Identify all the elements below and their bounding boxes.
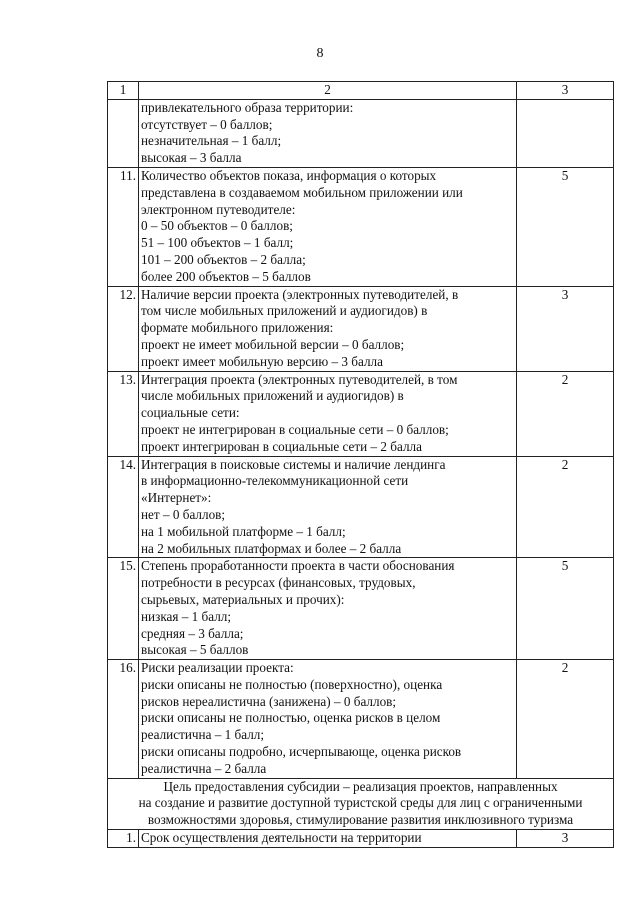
criterion-text <box>139 286 517 371</box>
criterion-line: числе мобильных приложений и аудиогидов) в <box>141 388 404 404</box>
subsidy-goal <box>108 778 614 829</box>
criterion-line: представлена в создаваемом мобильном приложении или <box>141 184 463 200</box>
criterion-line: средняя – 3 балла; <box>141 625 244 641</box>
criterion-line: в информационно-телекоммуникационной сети <box>141 473 409 489</box>
criterion-line: риски описаны подробно, исчерпывающе, оценка рисков <box>141 744 462 760</box>
criterion-line: отсутствует – 0 баллов; <box>141 116 273 132</box>
max-score: 2 <box>517 371 614 456</box>
criterion-line: Наличие версии проекта (электронных путеводителей, в <box>141 286 459 302</box>
goal-line: на создание и развитие доступной туристской среды для лиц с ограниченными <box>138 795 583 811</box>
criterion-line: «Интернет»: <box>141 490 212 506</box>
criterion-text <box>139 99 517 167</box>
criterion-line: реалистична – 2 балла <box>141 760 267 776</box>
table-row <box>108 456 614 558</box>
goal-row <box>108 778 614 829</box>
criterion-text <box>139 371 517 456</box>
criterion-line: проект имеет мобильную версию – 3 балла <box>141 353 383 369</box>
table-row <box>108 660 614 779</box>
criterion-line: формате мобильного приложения: <box>141 320 334 336</box>
table-row <box>108 830 614 848</box>
criterion-line: Количество объектов показа, информация о которых <box>141 167 437 183</box>
criterion-line: Интеграция в поисковые системы и наличие лендинга <box>141 456 446 472</box>
criterion-line: незначительная – 1 балл; <box>141 133 282 149</box>
max-score: 2 <box>517 660 614 779</box>
row-number: 1. <box>108 830 139 848</box>
criterion-line: 51 – 100 объектов – 1 балл; <box>141 235 294 251</box>
table-row <box>108 286 614 371</box>
criterion-text <box>139 456 517 558</box>
max-score: 5 <box>517 167 614 286</box>
criterion-line: электронном путеводителе: <box>141 201 296 217</box>
criterion-line: риски описаны не полностью (поверхностно), оценка <box>141 676 443 692</box>
criterion-line: риски описаны не полностью, оценка рисков в целом <box>141 710 441 726</box>
row-number: 16. <box>108 660 139 779</box>
criterion-line: том числе мобильных приложений и аудиогидов) в <box>141 303 428 319</box>
max-score: 3 <box>517 830 614 848</box>
goal-line: Цель предоставления субсидии – реализация проектов, направленных <box>163 778 558 794</box>
criterion-line: сырьевых, материальных и прочих): <box>141 591 345 607</box>
criterion-line: нет – 0 баллов; <box>141 506 226 522</box>
criteria-table <box>107 81 614 848</box>
table-row <box>108 558 614 660</box>
max-score: 5 <box>517 558 614 660</box>
table-row <box>108 371 614 456</box>
max-score <box>517 99 614 167</box>
criterion-line: Риски реализации проекта: <box>141 660 294 676</box>
criterion-line: привлекательного образа территории: <box>141 99 354 115</box>
criterion-line: низкая – 1 балл; <box>141 608 232 624</box>
row-number: 11. <box>108 167 139 286</box>
criterion-line: на 1 мобильной платформе – 1 балл; <box>141 523 346 539</box>
criterion-text <box>139 830 517 848</box>
row-number: 12. <box>108 286 139 371</box>
row-number: 14. <box>108 456 139 558</box>
criterion-line: Срок осуществления деятельности на территории <box>141 830 422 846</box>
criterion-line: социальные сети: <box>141 405 240 421</box>
criterion-line: на 2 мобильных платформах и более – 2 балла <box>141 540 402 556</box>
criterion-line: проект не имеет мобильной версии – 0 баллов; <box>141 336 405 352</box>
header-col-1: 1 <box>108 82 139 100</box>
criterion-text <box>139 167 517 286</box>
max-score: 3 <box>517 286 614 371</box>
table-row <box>108 167 614 286</box>
criterion-line: проект интегрирован в социальные сети – 2 балла <box>141 438 422 454</box>
criterion-line: реалистична – 1 балл; <box>141 727 265 743</box>
criterion-line: Степень проработанности проекта в части обоснования <box>141 558 455 574</box>
header-col-2: 2 <box>139 82 517 100</box>
goal-line: возможностями здоровья, стимулирование развития инклюзивного туризма <box>147 812 574 828</box>
criterion-text <box>139 558 517 660</box>
row-number <box>108 99 139 167</box>
criterion-text <box>139 660 517 779</box>
header-col-3: 3 <box>517 82 614 100</box>
criterion-line: более 200 объектов – 5 баллов <box>141 268 311 284</box>
table-row <box>108 99 614 167</box>
criterion-line: рисков нереалистична (занижена) – 0 баллов; <box>141 693 397 709</box>
max-score: 2 <box>517 456 614 558</box>
table-header-row <box>108 82 614 100</box>
criterion-line: 0 – 50 объектов – 0 баллов; <box>141 218 293 234</box>
page-number: 8 <box>316 46 324 61</box>
row-number: 13. <box>108 371 139 456</box>
criterion-line: высокая – 3 балла <box>141 150 242 166</box>
criterion-line: 101 – 200 объектов – 2 балла; <box>141 251 306 267</box>
row-number: 15. <box>108 558 139 660</box>
criterion-line: высокая – 5 баллов <box>141 642 249 658</box>
criterion-line: проект не интегрирован в социальные сети – 0 баллов; <box>141 421 449 437</box>
criterion-line: потребности в ресурсах (финансовых, трудовых, <box>141 575 416 591</box>
criterion-line: Интеграция проекта (электронных путеводителей, в том <box>141 371 458 387</box>
